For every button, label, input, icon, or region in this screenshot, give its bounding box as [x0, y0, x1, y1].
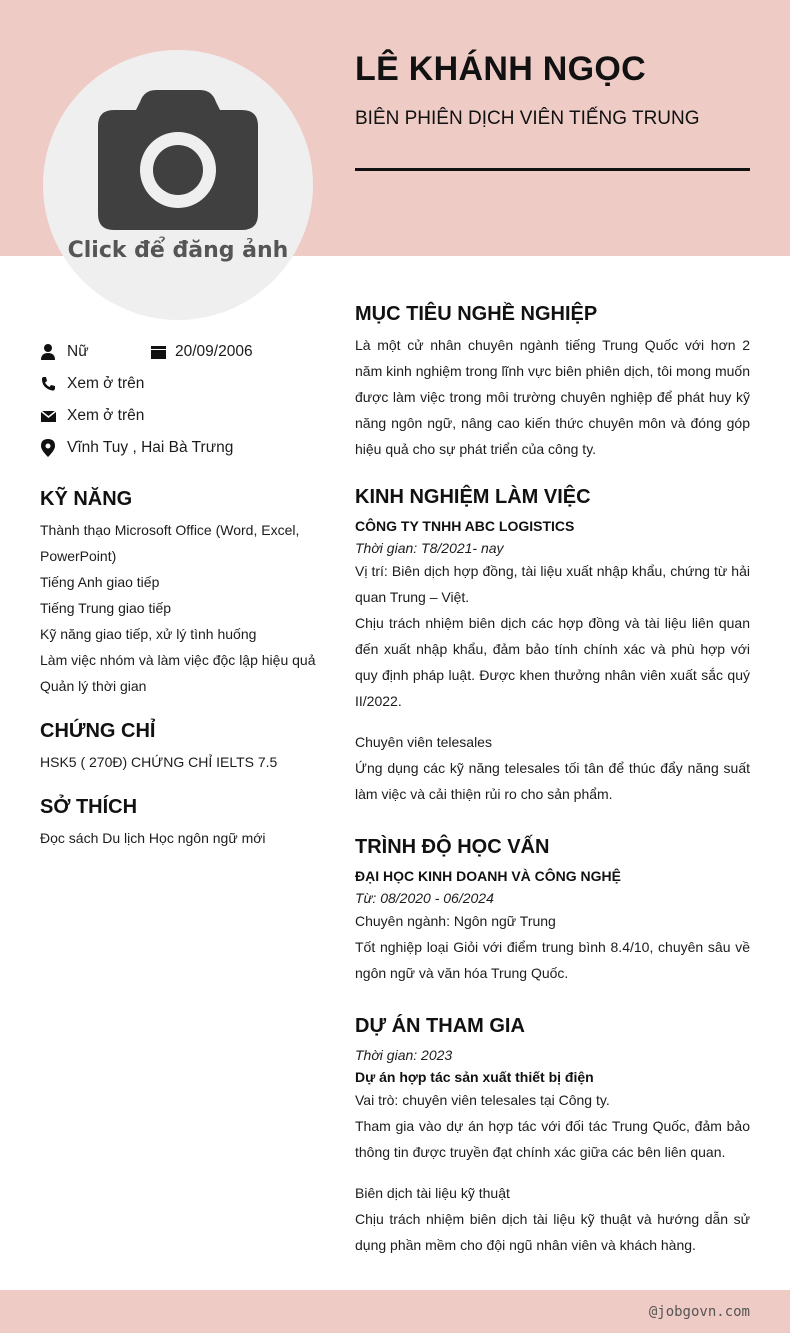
objective-section: [355, 303, 750, 462]
person-icon: [40, 343, 56, 361]
project-period: Thời gian: 2023: [355, 1047, 453, 1063]
experience-heading: KINH NGHIỆM LÀM VIỆC: [355, 486, 591, 508]
project-name-2: Biên dịch tài liệu kỹ thuật: [355, 1185, 510, 1201]
objective-text: Là một cử nhân chuyên ngành tiếng Trung Quốc với hơn 2 năm kinh nghiệm trong lĩnh vực biên phiên dịch, tôi mong muốn được làm việc trong môi trường chuyên nghiệp để phát huy kỹ năng ngôn ngữ, nâng cao kiến thức chuyên môn và đóng góp hiệu quả cho sự phát triển của công ty.: [355, 337, 750, 457]
dob-row: [150, 343, 253, 361]
objective-heading: MỤC TIÊU NGHỀ NGHIỆP: [355, 303, 598, 325]
skill-item: Kỹ năng giao tiếp, xử lý tình huống: [40, 626, 257, 642]
phone-row: [40, 375, 144, 393]
experience-role-2: Chuyên viên telesales: [355, 734, 492, 750]
email-value: Xem ở trên: [67, 407, 145, 424]
hobbies-text: Đọc sách Du lịch Học ngôn ngữ mới: [40, 830, 266, 846]
skill-item: Thành thạo Microsoft Office (Word, Excel, PowerPoint): [40, 522, 300, 564]
skill-item: Tiếng Anh giao tiếp: [40, 574, 160, 590]
footer-watermark[interactable]: @jobgovn.com: [648, 1304, 750, 1320]
camera-icon: [98, 90, 258, 230]
experience-period: Thời gian: T8/2021- nay: [355, 540, 504, 556]
education-detail: Tốt nghiệp loại Giỏi với điểm trung bình 8.4/10, chuyên sâu về ngôn ngữ và văn hóa Trung Quốc.: [355, 939, 750, 981]
job-title: BIÊN PHIÊN DỊCH VIÊN TIẾNG TRUNG: [355, 108, 700, 129]
calendar-icon: [150, 343, 166, 361]
candidate-name: LÊ KHÁNH NGỌC: [355, 50, 647, 88]
project-name: Dự án hợp tác sản xuất thiết bị điện: [355, 1069, 594, 1085]
project-detail-2: Chịu trách nhiệm biên dịch tài liệu kỹ thuật và hướng dẫn sử dụng phần mềm cho đội ngũ nhân viên và khách hàng.: [355, 1211, 750, 1253]
hobbies-section: [40, 796, 325, 851]
education-major: Chuyên ngành: Ngôn ngữ Trung: [355, 913, 556, 929]
experience-section: [355, 486, 750, 807]
projects-section: [355, 1015, 750, 1258]
email-row: [40, 407, 144, 425]
skills-heading: KỸ NĂNG: [40, 488, 133, 510]
experience-duty: Chịu trách nhiệm biên dịch các hợp đồng và tài liệu liên quan đến xuất nhập khẩu, đảm bảo tính chính xác và phù hợp với quy định pháp luật. Được khen thưởng nhân viên xuất sắc quý II/2022.: [355, 615, 750, 709]
hobbies-heading: SỞ THÍCH: [40, 796, 138, 818]
skill-item: Quản lý thời gian: [40, 678, 147, 694]
education-section: [355, 836, 750, 986]
phone-value: Xem ở trên: [67, 375, 145, 392]
experience-role: Vị trí: Biên dịch hợp đồng, tài liệu xuất nhập khẩu, chứng từ hải quan Trung – Việt.: [355, 563, 750, 605]
certificates-section: [40, 720, 325, 775]
location-pin-icon: [40, 439, 56, 457]
experience-company: CÔNG TY TNHH ABC LOGISTICS: [355, 518, 575, 534]
skill-item: Tiếng Trung giao tiếp: [40, 600, 172, 616]
projects-heading: DỰ ÁN THAM GIA: [355, 1015, 525, 1037]
certificates-heading: CHỨNG CHỈ: [40, 720, 156, 742]
address-row: [40, 439, 233, 457]
experience-duty-2: Ứng dụng các kỹ năng telesales tối tân để thúc đẩy năng suất làm việc và cải thiện rủi ro cho sản phẩm.: [355, 760, 750, 802]
photo-upload-label: Click để đăng ảnh: [67, 238, 289, 263]
skills-section: [40, 488, 325, 699]
title-divider: [355, 168, 750, 171]
education-heading: TRÌNH ĐỘ HỌC VẤN: [355, 836, 550, 858]
mail-icon: [40, 407, 56, 425]
skill-item: Làm việc nhóm và làm việc độc lập hiệu quả: [40, 652, 316, 668]
dob-value: 20/09/2006: [175, 343, 253, 360]
education-school: ĐẠI HỌC KINH DOANH VÀ CÔNG NGHỆ: [355, 868, 622, 884]
phone-icon: [40, 375, 56, 393]
project-role: Vai trò: chuyên viên telesales tại Công ty.: [355, 1092, 610, 1108]
education-period: Từ: 08/2020 - 06/2024: [355, 890, 494, 906]
skills-list: [40, 517, 325, 699]
certificates-text: HSK5 ( 270Đ) CHỨNG CHỈ IELTS 7.5: [40, 754, 278, 770]
gender-row: [40, 343, 89, 361]
project-detail: Tham gia vào dự án hợp tác với đối tác Trung Quốc, đảm bảo thông tin được truyền đạt chính xác giữa các bên liên quan.: [355, 1118, 750, 1160]
gender-value: Nữ: [67, 343, 89, 360]
address-value: Vĩnh Tuy , Hai Bà Trưng: [67, 439, 234, 456]
photo-upload[interactable]: [43, 50, 313, 320]
